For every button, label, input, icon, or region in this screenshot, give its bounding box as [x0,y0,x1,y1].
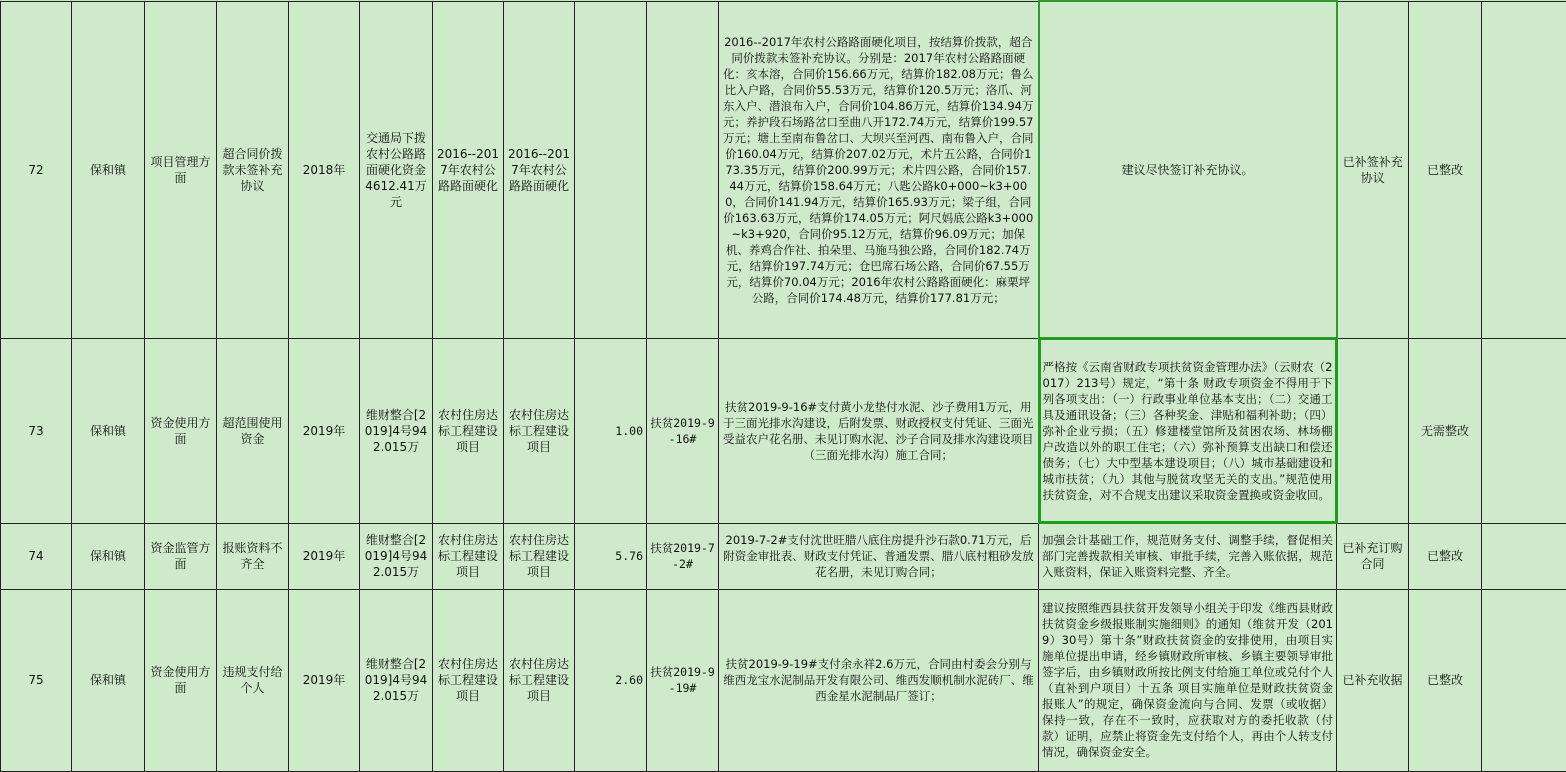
row-number-cell[interactable]: 73 [1,338,72,523]
issue-cell[interactable]: 超合同价拨款未签补充协议 [217,1,289,338]
suggestion-cell[interactable]: 建议尽快签订补充协议。 [1039,1,1337,338]
year-cell[interactable]: 2019年 [289,338,360,523]
row-number-cell[interactable]: 72 [1,1,72,338]
status-cell[interactable]: 已整改 [1409,523,1482,589]
voucher-cell[interactable] [647,1,719,338]
row-number-cell[interactable]: 74 [1,523,72,589]
project-detail-cell[interactable]: 农村住房达标工程建设项目 [504,523,575,589]
empty-cell[interactable] [1482,338,1566,523]
amount-cell[interactable] [575,1,647,338]
rectify-measure-cell[interactable] [1337,338,1409,523]
project-cell[interactable]: 农村住房达标工程建设项目 [433,523,504,589]
fund-source-cell[interactable]: 交通局下拨农村公路路面硬化资金4612.41万元 [360,1,433,338]
issue-cell[interactable]: 报账资料不齐全 [217,523,289,589]
project-detail-cell[interactable]: 农村住房达标工程建设项目 [504,338,575,523]
rectify-measure-cell[interactable]: 已补充收据 [1337,589,1409,771]
status-cell[interactable]: 已整改 [1409,589,1482,771]
voucher-cell[interactable]: 扶贫2019-9-16# [647,338,719,523]
year-cell[interactable]: 2019年 [289,589,360,771]
empty-cell[interactable] [1482,589,1566,771]
status-cell[interactable]: 已整改 [1409,1,1482,338]
empty-cell[interactable] [1482,523,1566,589]
fund-source-cell[interactable]: 维财整合[2019]4号942.015万 [360,338,433,523]
row-number-cell[interactable]: 75 [1,589,72,771]
table-row[interactable] [1,1,1566,338]
issue-cell[interactable]: 超范围使用资金 [217,338,289,523]
project-cell[interactable]: 2016--2017年农村公路路面硬化 [433,1,504,338]
year-cell[interactable]: 2018年 [289,1,360,338]
amount-cell[interactable]: 5.76 [575,523,647,589]
category-cell[interactable]: 项目管理方面 [145,1,217,338]
suggestion-cell[interactable]: 加强会计基础工作，规范财务支付、调整手续，督促相关部门完善拨款相关审核、审批手续，完善入账依据，规范入账资料，保证入账资料完整、齐全。 [1039,523,1337,589]
rectify-measure-cell[interactable]: 已补充订购合同 [1337,523,1409,589]
town-cell[interactable]: 保和镇 [72,523,145,589]
fund-source-cell[interactable]: 维财整合[2019]4号942.015万 [360,589,433,771]
rectify-measure-cell[interactable]: 已补签补充协议 [1337,1,1409,338]
empty-cell[interactable] [1482,1,1566,338]
year-cell[interactable]: 2019年 [289,523,360,589]
amount-cell[interactable]: 1.00 [575,338,647,523]
issue-cell[interactable]: 违规支付给个人 [217,589,289,771]
issue-detail-cell[interactable]: 2016--2017年农村公路路面硬化项目，按结算价拨款，超合同价拨款未签补充协议。分别是：2017年农村公路路面硬化：亥本溶，合同价156.66万元，结算价182.08万元；鲁么比入户路，合同价55.53万元，结算价120.5万元；洛爪、河东入户、潜浪布入户，合同价104.86万元，结算价134.94万元；养护段石场路岔口至曲八开172.74万元，结算价199.57万元；塘上至南布鲁岔口、大坝兴至河西、南布鲁入户，合同价160.04万元，结算价207.02万元，术片五公路，合同价173.35万元，结算价200.99万元；术片四公路，合同价157.44万元，结算价158.64万元；八匙公路k0+000~k3+000，合同价141.94万元，结算价165.93万元；梁子组，合同价163.63万元，结算价174.05万元；阿尺妈底公路k3+000~k3+920，合同价95.12万元，结算价96.09万元；加保机、养鸡合作社、拍朵里、马施马独公路，合同价182.74万元，结算价197.74万元；仓巴席石场公路，合同价67.55万元，结算价70.04万元；2016年农村公路路面硬化：麻栗坪公路，合同价174.48万元，结算价177.81万元； [719,1,1039,338]
category-cell[interactable]: 资金监管方面 [145,523,217,589]
town-cell[interactable]: 保和镇 [72,589,145,771]
project-cell[interactable]: 农村住房达标工程建设项目 [433,589,504,771]
fund-source-cell[interactable]: 维财整合[2019]4号942.015万 [360,523,433,589]
status-cell[interactable]: 无需整改 [1409,338,1482,523]
category-cell[interactable]: 资金使用方面 [145,589,217,771]
table-row[interactable] [1,338,1566,523]
voucher-cell[interactable]: 扶贫2019-7-2# [647,523,719,589]
suggestion-cell[interactable]: 建议按照维西县扶贫开发领导小组关于印发《维西县财政扶贫资金乡级报账制实施细则》的通知（维贫开发（2019）30号）第十条”财政扶贫资金的安排使用，由项目实施单位提出申请，经乡镇财政所审核、乡镇主要领导审批签字后，由乡镇财政所按比例支付给施工单位或兑付个人（直补到户项目）十五条 项目实施单位是财政扶贫资金报账人”的规定，确保资金流向与合同、发票（或收据）保持一致，存在不一致时，应获取对方的委托收款（付款）证明，应禁止将资金先支付给个人，再由个人转支付情况，确保资金安全。 [1039,589,1337,771]
amount-cell[interactable]: 2.60 [575,589,647,771]
issue-detail-cell[interactable]: 扶贫2019-9-16#支付黄小龙垫付水泥、沙子费用1万元，用于三面光排水沟建设，后附发票、财政授权支付凭证、三面光受益农户花名册、未见订购水泥、沙子合同及排水沟建设项目（三面光排水沟）施工合同； [719,338,1039,523]
project-cell[interactable]: 农村住房达标工程建设项目 [433,338,504,523]
town-cell[interactable]: 保和镇 [72,338,145,523]
category-cell[interactable]: 资金使用方面 [145,338,217,523]
suggestion-cell[interactable]: 严格按《云南省财政专项扶贫资金管理办法》（云财农（2017）213号）规定，“第十条 财政专项资金不得用于下列各项支出：（一）行政事业单位基本支出；（二）交通工具及通讯设备；（三）各种奖金、津贴和福利补助；（四）弥补企业亏损；（五）修建楼堂馆所及贫困农场、林场棚户改造以外的职工住宅；（六）弥补预算支出缺口和偿还债务；（七）大中型基本建设项目；（八）城市基础建设和城市扶贫；（九）其他与脱贫攻坚无关的支出。”规范使用扶贫资金，对不合规支出建议采取资金置换或资金收回。 [1039,338,1337,523]
town-cell[interactable]: 保和镇 [72,1,145,338]
issue-detail-cell[interactable]: 2019-7-2#支付沈世旺腊八底住房提升沙石款0.71万元，后附资金审批表、财政支付凭证、普通发票、腊八底村粗砂发放花名册，未见订购合同； [719,523,1039,589]
voucher-cell[interactable]: 扶贫2019-9-19# [647,589,719,771]
table-row[interactable] [1,589,1566,771]
issue-detail-cell[interactable]: 扶贫2019-9-19#支付余永祥2.6万元，合同由村委会分别与维西龙宝水泥制品开发有限公司、维西发顺机制水泥砖厂、维西金星水泥制品厂签订； [719,589,1039,771]
project-detail-cell[interactable]: 农村住房达标工程建设项目 [504,589,575,771]
table-row[interactable] [1,523,1566,589]
project-detail-cell[interactable]: 2016--2017年农村公路路面硬化 [504,1,575,338]
